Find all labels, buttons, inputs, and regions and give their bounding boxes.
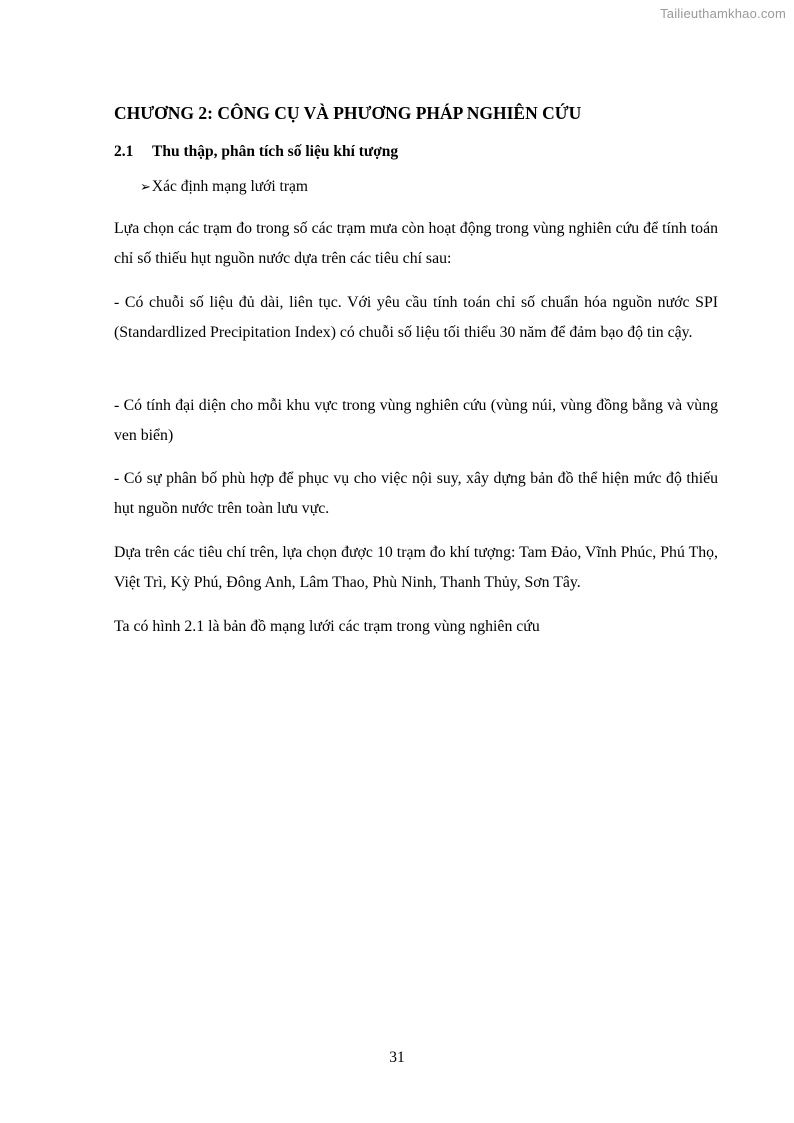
paragraph: Lựa chọn các trạm đo trong số các trạm mưa còn hoạt động trong vùng nghiên cứu để tính toán chỉ số thiếu hụt nguồn nước dựa trên các tiêu chí sau:: [114, 220, 718, 267]
paragraph: - Có chuỗi số liệu đủ dài, liên tục. Với yêu cầu tính toán chỉ số chuẩn hóa nguồn nước SPI (Standardlized Precipitation Index) có chuỗi số liệu tối thiểu 30 năm để đảm bạo độ tin cậy.: [114, 294, 718, 341]
section-number: 2.1: [114, 143, 134, 160]
page-number: 31: [389, 1049, 405, 1066]
section-heading: [114, 143, 398, 161]
section-title: Thu thập, phân tích số liệu khí tượng: [152, 143, 399, 160]
chapter-title: CHƯƠNG 2: CÔNG CỤ VÀ PHƯƠNG PHÁP NGHIÊN CỨU: [114, 103, 582, 123]
arrowhead-bullet-icon: ➢: [140, 179, 151, 194]
paragraph: Dựa trên các tiêu chí trên, lựa chọn được 10 trạm đo khí tượng: Tam Đảo, Vĩnh Phúc, Phú Thọ, Việt Trì, Kỳ Phú, Đông Anh, Lâm Thao, Phù Ninh, Thanh Thủy, Sơn Tây.: [114, 544, 718, 591]
paragraph: Ta có hình 2.1 là bản đồ mạng lưới các trạm trong vùng nghiên cứu: [114, 618, 540, 635]
watermark: Tailieuthamkhao.com: [660, 6, 786, 21]
paragraph: - Có tính đại diện cho mỗi khu vực trong vùng nghiên cứu (vùng núi, vùng đồng bằng và vùng ven biển): [114, 397, 718, 444]
paragraph: - Có sự phân bố phù hợp để phục vụ cho việc nội suy, xây dựng bản đồ thể hiện mức độ thiếu hụt nguồn nước trên toàn lưu vực.: [114, 470, 718, 517]
bullet-text: Xác định mạng lưới trạm: [151, 178, 308, 195]
bullet-item: [140, 178, 308, 196]
